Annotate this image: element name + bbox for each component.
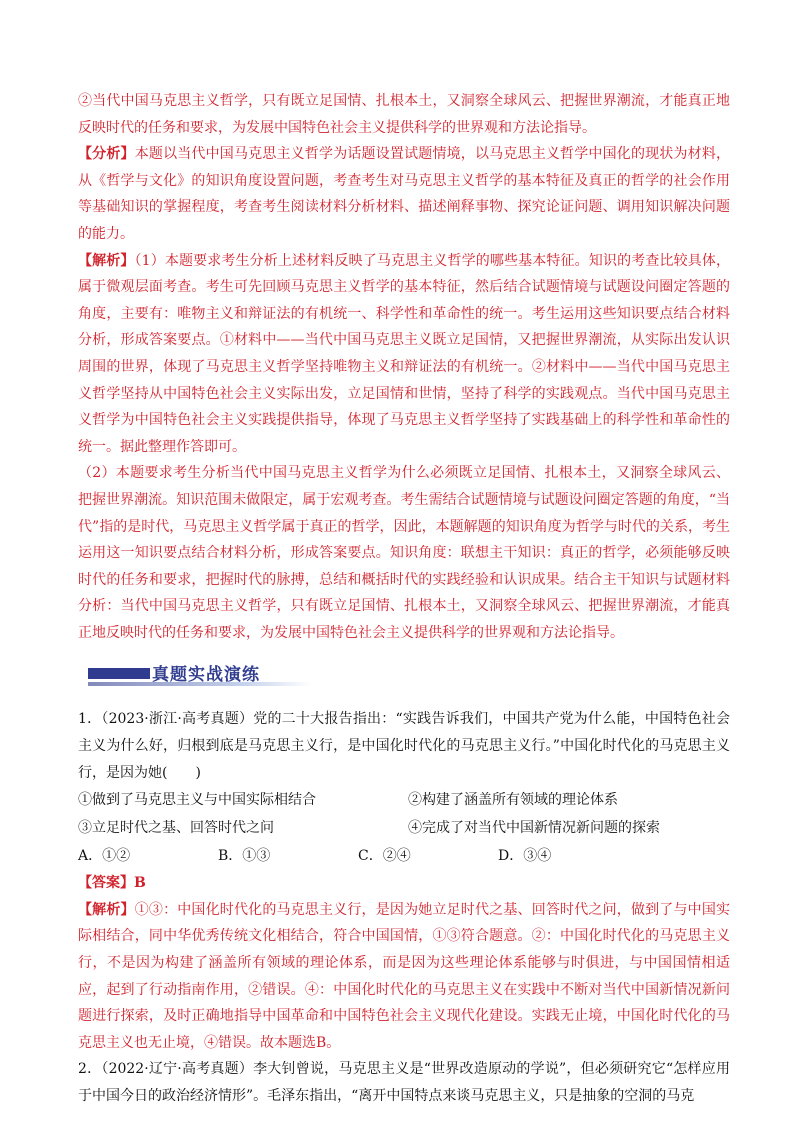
question1-answer bbox=[78, 870, 730, 897]
question1-explanation-text: ①③：中国化时代化的马克思主义行，是因为她立足时代之基、回答时代之问，做到了与中国实际相结合，同中华优秀传统文化相结合，符合中国国情，①③符合题意。②：中国化时代化的马克思主义行，不是因为构建了涵盖所有领域的理论体系，而是因为这些理论体系能够与时俱进，与中国国情相适应，起到了行动指南作用，②错误。④：中国化时代化的马克思主义在实践中不断对当代中国新情况新问题进行探索，及时正确地指导中国革命和中国特色社会主义现代化建设。实践无止境，中国化时代化的马克思主义也无止境，④错误。故本题选B。 bbox=[78, 901, 731, 1051]
page-body bbox=[78, 88, 730, 1110]
answer-value: B bbox=[134, 875, 146, 892]
explanation-paragraph-2: （2）本题要求考生分析当代中国马克思主义哲学为什么必须既立足国情、扎根本土，又洞察全球风云、把握世界潮流。知识范围未做限定，属于宏观考查。考生需结合试题情境与试题设问圈定答题的角度，“当代”指的是时代，马克思主义哲学属于真正的哲学，因此，本题解题的知识角度为哲学与时代的关系，考生运用这一知识要点结合材料分析，形成答案要点。知识角度：联想主干知识：真正的哲学，必须能够反映时代的任务和要求，把握时代的脉搏，总结和概括时代的实践经验和认识成果。结合主干知识与试题材料分析：当代中国马克思主义哲学，只有既立足国情、扎根本土，又洞察全球风云、把握世界潮流，才能真正地反映时代的任务和要求，为发展中国特色社会主义提供科学的世界观和方法论指导。 bbox=[78, 465, 730, 641]
answer-tag: 【答案】 bbox=[78, 875, 134, 892]
section-bar-icon bbox=[88, 668, 150, 679]
question1-explanation bbox=[78, 897, 730, 1057]
question1-explanation-tag: 【解析】 bbox=[78, 901, 135, 918]
explanation-text-1: （1）本题要求考生分析上述材料反映了马克思主义哲学的哪些基本特征。知识的考查比较具体，属于微观层面考查。考生可先回顾马克思主义哲学的基本特征，然后结合试题情境与试题设问圈定答题的角度，主要有：唯物主义和辩证法的有机统一、科学性和革命性的统一。考生运用这些知识要点结合材料分析，形成答案要点。①材料中——当代中国马克思主义既立足国情，又把握世界潮流，从实际出发认识周围的世界，体现了马克思主义哲学坚持唯物主义和辩证法的有机统一。②材料中——当代中国马克思主义哲学坚持从中国特色社会主义实际出发，立足国情和世情，坚持了科学的实践观点。当代中国马克思主义哲学为中国特色社会主义实践提供指导，体现了马克思主义哲学坚持了实践基础上的科学性和革命性的统一。据此整理作答即可。 bbox=[78, 252, 730, 455]
analysis-paragraph bbox=[78, 141, 730, 247]
explanation-tag: 【解析】 bbox=[78, 252, 135, 269]
explanation-paragraph-1 bbox=[78, 248, 730, 461]
question1-options bbox=[78, 786, 730, 842]
analysis-tag: 【分析】 bbox=[78, 146, 135, 163]
choice-a: A．①② bbox=[78, 848, 131, 865]
section-header bbox=[78, 660, 730, 688]
section-title: 真题实战演练 bbox=[152, 665, 260, 686]
point2-paragraph: ②当代中国马克思主义哲学，只有既立足国情、扎根本土，又洞察全球风云、把握世界潮流，才能真正地反映时代的任务和要求，为发展中国特色社会主义提供科学的世界观和方法论指导。 bbox=[78, 93, 730, 136]
choice-d: D．③④ bbox=[498, 848, 552, 865]
choice-c: C．②④ bbox=[358, 848, 411, 865]
choice-b: B．①③ bbox=[218, 848, 271, 865]
question1-choices bbox=[78, 842, 730, 870]
question1-option-3: ③立足时代之基、回答时代之问 bbox=[78, 820, 274, 837]
question2-stem: 2．（2022·辽宁·高考真题）李大钊曾说，马克思主义是“世界改造原动的学说”，但必须研究它“怎样应用于中国今日的政治经济情形”。毛泽东指出，“离开中国特点来谈马克思主义，只是抽象的空洞的马克 bbox=[78, 1061, 730, 1104]
question1-option-1: ①做到了马克思主义与中国实际相结合 bbox=[78, 792, 316, 809]
question1-option-4: ④完成了对当代中国新情况新问题的探索 bbox=[408, 820, 660, 837]
question1-stem: 1．（2023·浙江·高考真题）党的二十大报告指出：“实践告诉我们，中国共产党为什么能，中国特色社会主义为什么好，归根到底是马克思主义行，是中国化时代化的马克思主义行。”中国化时代化的马克思主义行，是因为她( ) bbox=[78, 711, 730, 781]
question1-option-2: ②构建了涵盖所有领域的理论体系 bbox=[408, 792, 618, 809]
analysis-text: 本题以当代中国马克思主义哲学为话题设置试题情境，以马克思主义哲学中国化的现状为材料，从《哲学与文化》的知识角度设置问题，考查考生对马克思主义哲学的基本特征及真正的哲学的社会作用等基础知识的掌握程度，考查考生阅读材料分析材料、描述阐释事物、探究论证问题、调用知识解决问题的能力。 bbox=[78, 146, 731, 242]
